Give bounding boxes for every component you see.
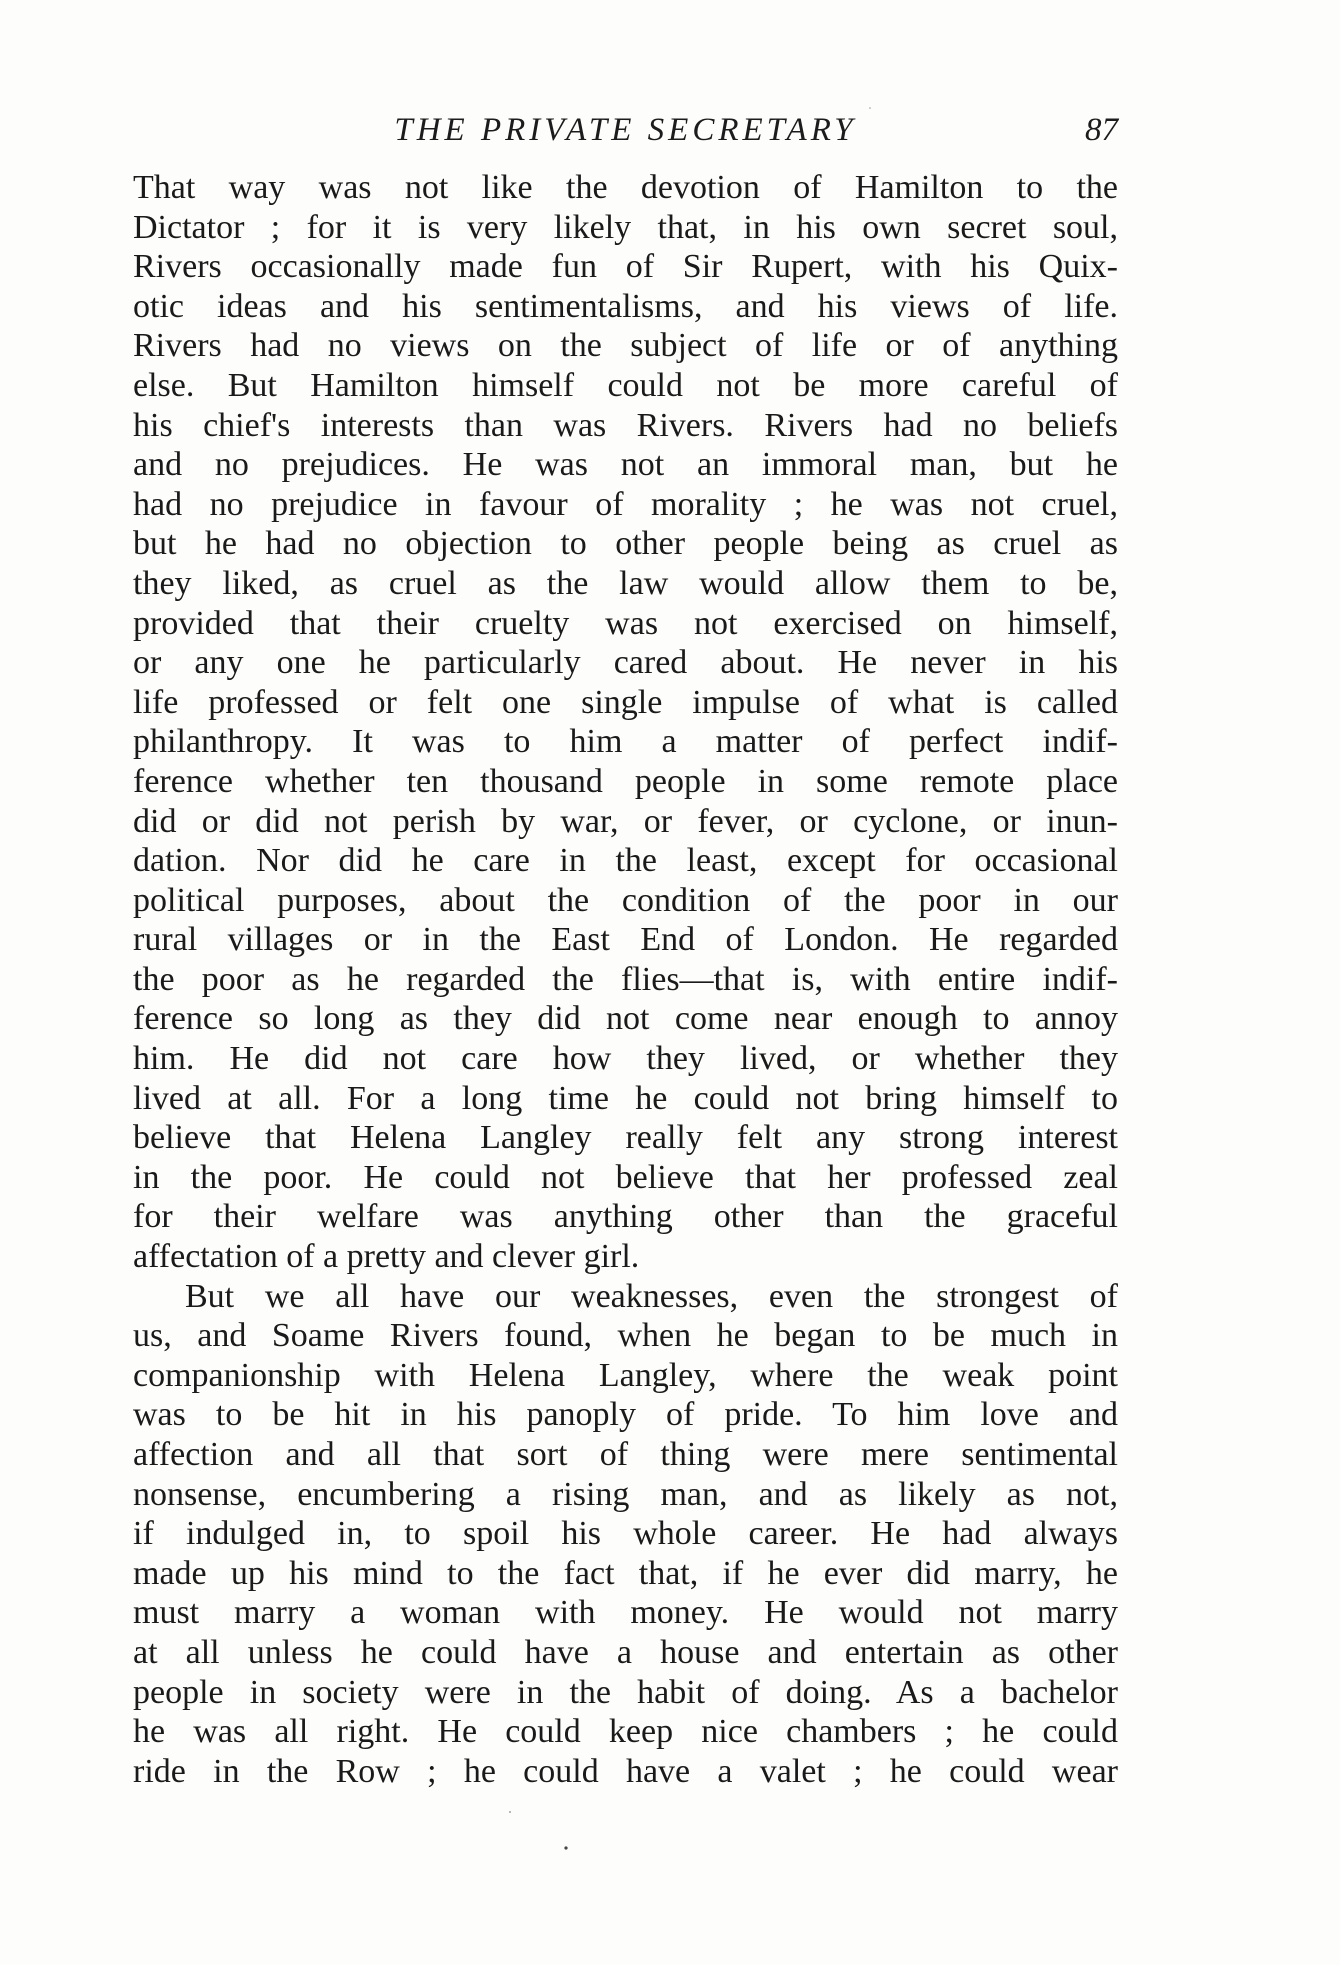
text-line: otic ideas and his sentimentalisms, and his views of life. (133, 287, 1118, 325)
text-line: had no prejudice in favour of morality ; he was not cruel, (133, 485, 1118, 523)
text-line: ference whether ten thousand people in some remote place (133, 762, 1118, 800)
text-line: but he had no objection to other people being as cruel as (133, 525, 1118, 563)
text-line: provided that their cruelty was not exercised on himself, (133, 604, 1118, 642)
text-line: life professed or felt one single impulse of what is called (133, 683, 1118, 721)
text-line: rural villages or in the East End of London. He regarded (133, 921, 1118, 959)
text-line: at all unless he could have a house and entertain as other (133, 1633, 1118, 1671)
paragraph-end-line: affectation of a pretty and clever girl. (133, 1238, 640, 1276)
text-line: in the poor. He could not believe that her professed zeal (133, 1158, 1118, 1196)
page-number: 87 (1085, 112, 1118, 148)
text-line: lived at all. For a long time he could not bring himself to (133, 1079, 1118, 1117)
text-line: else. But Hamilton himself could not be more careful of (133, 366, 1118, 404)
text-line: must marry a woman with money. He would not marry (133, 1594, 1118, 1632)
paragraph-start-line: But we all have our weaknesses, even the strongest of (185, 1277, 1118, 1315)
text-line: or any one he particularly cared about. He never in his (133, 644, 1118, 682)
text-line: him. He did not care how they lived, or whether they (133, 1040, 1118, 1078)
text-line: ride in the Row ; he could have a valet ; he could wear (133, 1752, 1118, 1790)
text-line: people in society were in the habit of doing. As a bachelor (133, 1673, 1118, 1711)
text-line: was to be hit in his panoply of pride. To him love and (133, 1396, 1118, 1434)
text-line: Rivers occasionally made fun of Sir Rupert, with his Quix- (133, 248, 1118, 286)
text-line: made up his mind to the fact that, if he ever did marry, he (133, 1554, 1118, 1592)
text-line: dation. Nor did he care in the least, except for occasional (133, 842, 1118, 880)
text-line: That way was not like the devotion of Hamilton to the (133, 169, 1118, 206)
text-line: they liked, as cruel as the law would allow them to be, (133, 564, 1118, 602)
text-line: Dictator ; for it is very likely that, in his own secret soul, (133, 208, 1118, 246)
text-line: nonsense, encumbering a rising man, and as likely as not, (133, 1475, 1118, 1513)
text-line: if indulged in, to spoil his whole career. He had always (133, 1515, 1118, 1553)
text-line: philanthropy. It was to him a matter of perfect indif- (133, 723, 1118, 761)
text-line: did or did not perish by war, or fever, or cyclone, or inun- (133, 802, 1118, 840)
text-line: political purposes, about the condition of the poor in our (133, 881, 1118, 919)
text-line: the poor as he regarded the flies—that is, with entire indif- (133, 960, 1118, 998)
text-line: us, and Soame Rivers found, when he began to be much in (133, 1317, 1118, 1355)
text-line: ference so long as they did not come near enough to annoy (133, 1000, 1118, 1038)
text-line: he was all right. He could keep nice chambers ; he could (133, 1713, 1118, 1751)
text-line: companionship with Helena Langley, where the weak point (133, 1356, 1118, 1394)
running-title: THE PRIVATE SECRETARY (394, 112, 857, 148)
text-line: affection and all that sort of thing were mere sentimental (133, 1436, 1118, 1473)
speck (564, 1846, 567, 1849)
speck (509, 1811, 511, 1813)
text-line: for their welfare was anything other than the graceful (133, 1198, 1118, 1236)
text-line: believe that Helena Langley really felt any strong interest (133, 1119, 1118, 1157)
text-line: and no prejudices. He was not an immoral man, but he (133, 446, 1118, 484)
text-line: his chief's interests than was Rivers. Rivers had no beliefs (133, 406, 1118, 444)
text-line: Rivers had no views on the subject of life or of anything (133, 327, 1118, 365)
speck (869, 107, 871, 109)
